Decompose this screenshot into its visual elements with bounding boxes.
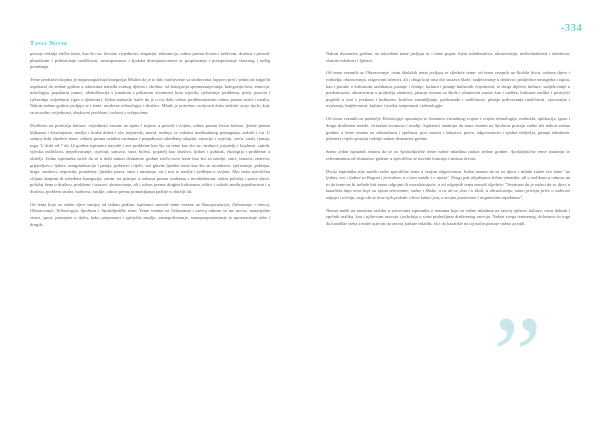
paragraph (326, 169, 570, 202)
page-number: -334 (560, 22, 582, 34)
text-span: spominju se fenomen virtualnog svijeta i svijeta tehnologija, mobitela, aplikacija, igara i druge društvene mreže, virtualna stvarnost i mediji. Ispitanici smatraju da teme vezane uz (326, 116, 571, 128)
italic-text: "uz ljubav, svu i ljubav sa Bogom i prirodom, a u tom smislu i o njima". (326, 168, 571, 181)
text-span: Od tema vezanih za područje (326, 116, 381, 122)
text-span: Teme predstava kojima je najpristupačnija kategorija Mislim da je to bilo suočavanje sa strahovima (upravo prvi i jedan od najjačih aspekata) do sedme godine u odnosima između svakog djeteta i okoline, od kategorija sporazumijevanja, kategorija bića, emocija, mitologija, popularni junaci, identifikacija s junakom i prikazom stvarnosti kroz osjetila, rješavanje problema, priča, pravila i rješavanja vrijednosti (igra s djetetom). Jedan ispitanik ističe da je u toj dobi važno problematizirati odnos prema smrti i mraku. Nakon sedme godine javljaju se i teme: (30, 77, 270, 109)
paragraph: Od tema vezanih uz Obrazovanje, osim školskih tema javljaju se sljedeće teme: od tema vezanih uz školski život, odnosa djece i roditelja, obrazovanja, odgovorni učenici, ali i drugi koji nisu dio sustava škole, sudjelovanje u društvu i posljedice neuspjeha i ispita, kao i poruke o kulturnim razlikama, pisanje i čitanje, kultura i pitanje kulturnih vrijednosti, te drugi dijelovi kulture, sudjelovanje u predstavama, obrazovanje u području znanosti, pitanja vezana uz škole i obrazovni sustav kao i razlike, kulturne razlike i postojeći pogledi u vezi s jezikom i kulturom, kritično razmišljanje, predrasude i različitosti, pitanje prihvaćanja različitosti, vjerovanja i uvjerenja, književnosti, kulture i jezika, umjetnosti i tehnologije. (326, 70, 570, 109)
text-span: Teme vezane uz Odrastanje i razvoj odnose se na: novac, materijalne stvari, sport, promjene u tijelu, kako prepoznati i spriječiti nasilje, samopoštovanje, samoprepoznavanje te upoznavanje sebe i drugih, (30, 208, 271, 227)
paragraph (30, 123, 270, 196)
italic-text: moderne tehnologije i društvo. Mlade je potrebno osvijestiti kako zaštititi svoje tijelo, koje su moralne vrijednosti, društveni problemi i odnosi s vršnjacima. (30, 103, 270, 116)
text-span: Dvoje ispitanika nije navelo neke specifične teme u svojim odgovorima. Jedan smatra da su za djecu i mlade važne sve teme (326, 168, 563, 174)
italic-text: Spolnost (494, 122, 511, 128)
text-span: teme važne mladima nakon sedme godine. (427, 149, 509, 155)
text-span: Samo jedan ispitanik smatra da se za (326, 149, 398, 155)
text-span: postaju važne tek nakon sedme godine, a teme vezane uz seksualnost i spolnost, prvi susreti i iskustva, prava, odgovornosti i spolna obilježja, pitanja identiteta, pubertet i tijelo postaju važnije nakon dvanaeste godine. (326, 122, 571, 142)
paragraph: Nakon dvanaeste godine, uz navedene teme javljaju se i teme poput: krize mladenaštva, obrazovanja, individualnosti i identiteta, vlastite mladosti i ljubavi. (326, 51, 570, 63)
right-text-column (326, 51, 570, 234)
text-span: Drugi pak objašnjava sličnu tematiku, ali s razlikom u odnosu na to da teme ne bi trebale biti samo odgojne ili moralizirajuće, a od odgojnih tema navodi sljedeće: (326, 175, 570, 187)
paragraph: postaje važnije etičke teme, kao što su: životne vrijednosti, empatija, tolerancija, odnos prema živom i neživom, društvu i prirodi, pluralizam i prihvaćanje različitosti, ravnopravnost i ljudska dostojanstvenost te propitivanje i preispitivanje vlastitog i tuđeg ponašanja. (30, 51, 270, 70)
paragraph (30, 202, 270, 228)
text-span: na području kulture, vrijednosti vezane uz njeno i mjesto u prirodi i svijetu, odnos prema živim bićima, ljubav prema biljkama i životinjama, nasilje i borba dobra i zla, nepravda, moral, mržnja, te važnost međusobnog pomaganja, sukobi i rat. U ranijoj dobi sljedeće teme, odnosi prema ostalim osobama i pripadnosti određenoj skupini, emocije i osjećaji, sreća, strah, ljutnja, tuga. U dobi od 7 do 12 godina ispitanici navode i sve probleme kao što su teme kao što su: strahovi, prijatelji i lojalnost, sukob, vjerska različitost, neprihvaćanje, osjećaji, samoća, smrt, bolest, prijatelj kao društvo, ljubav i gubitak, ekologija i probleme u obitelji. Jedno ispitanika ističe da se u dobi nakon dvanaeste godine ističu nove teme kao što su nasilje, smrt, samoća, nesreća, prijateljstvo, ljubav, marginalizacija i patnja, pubertet i tijelo, sve glavne ljudske teme kao što su moralnost, vjerovanje, pohlepa, brige, strahovi, nepravda, poniženje, ljudska prava, smrt i umiranje, rat i mir te nasilje i pohlepa u svijetu. Ako neka specifična ciljana skupina ili određena kategorija, zatim: na primjer u odnosu prema osobama s invaliditetom, zatim položaj i prava djece, položaj žena u društvu, problemi i izazovi obrazovanja, ali i odnos prema drugim kulturama, oblici i sukobi među pojedincima i u društvu, problem straha, hrabrost, nasilje, odnos prema pomanjkanju pažnje u obitelji itd. (30, 122, 270, 194)
quote-mark-icon: ” (493, 294, 542, 416)
italic-text: Apokaliptične (510, 149, 536, 155)
italic-text: Probleme (30, 122, 48, 128)
italic-text: Kategorizacija, Odrastanje i razvoj, Obrazovanje, Tehnologija, Spolnost (30, 201, 271, 214)
italic-text: Tehnologije (382, 116, 404, 122)
left-text-column (30, 51, 270, 234)
paragraph: Nismo naišli na izuzetnu razliku u stavovima ispitanika o temama koje su važne mladima za razvoj njihove kulture, osim dobnih i spolnih razlika, kao i njihovom razvoju i položaju u svim područjima društvenog razvoja. Nakon svega iznesenog, dolazimo do toga da kazalište treba i može utjecati na razvoj kulture mladih, ali i da kazalište na taj način postaje važno za njih. (326, 207, 570, 226)
running-header-author: Tanja Novak (30, 40, 68, 47)
paragraph (30, 77, 270, 117)
text-span: teme smatraju se relevantnima od dvanaeste godine, a specifično se navode koncept i smisao života. (326, 149, 570, 161)
paragraph (326, 116, 570, 142)
paragraph (326, 149, 570, 162)
quoted-text: "Smatram da je važno da se djeci u kazalištu daju teme koje su njima relevantne, važne i bliske, a ne da se, kao i u školi, u obrazovanju, samo pričaju priče o važnosti odgoja i učenja, nego da se kroz njih prikaže i život kakav jest, u svojim pozitivnim i negativnim aspektima". (326, 181, 570, 200)
italic-text: Apokaliptične (399, 149, 426, 155)
italic-text: Apokaliptičke teme. (101, 208, 138, 214)
text-span: Od tema koje su važne djeci starijoj od sedam godina, ispitanici navode teme vezane uz (30, 201, 201, 207)
text-span: i (98, 208, 100, 214)
